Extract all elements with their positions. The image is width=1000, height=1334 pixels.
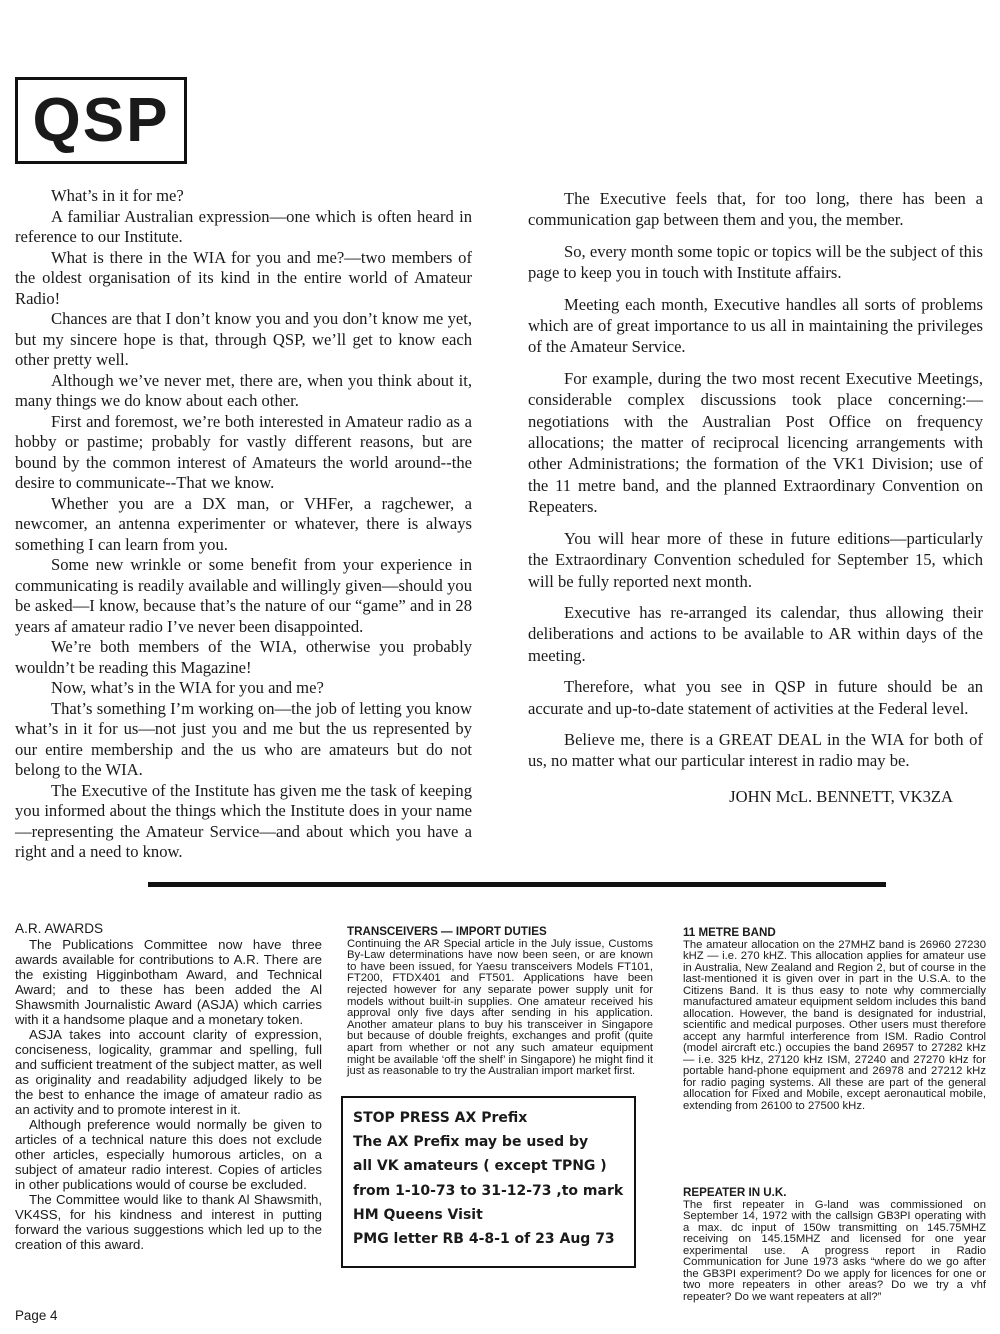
- repeater-heading: REPEATER IN U.K.: [683, 1186, 787, 1199]
- awards-paragraph: The Committee would like to thank Al Shawsmith, VK4SS, for his kindness and interest in putting forward the various suggestions which led up to the creation of this award.: [15, 1192, 322, 1252]
- article-paragraph: Chances are that I don’t know you and you don’t know me yet, but my sincere hope is that, through QSP, we’ll get to know each other pretty well.: [15, 309, 472, 369]
- article-paragraph: The Executive feels that, for too long, there has been a communication gap between them and you, the member.: [528, 189, 983, 230]
- eleven-metre-body: The amateur allocation on the 27MHZ band is 26960 27230 kHZ — i.e. 270 kHZ. This allocation applies for amateur use in Australia, New Zealand and Region 2, but of course in the last-mentioned it is given over in part in the U.S.A. to the Citizens Band. It is thus easy to note why commercially manufactured amateur equipment seldom includes this band allocation. However, the band is designated for industrial, scientific and medical purposes. Other users must therefore accept any harmful interference from ISM. Radio Control (model aircraft etc.) occupies the band 26957 to 27282 kHz — i.e. 325 kHz, 27120 kHz ISM, 27240 and 27270 kHz for portable hand-phone equipment and 26978 and 27212 kHz for radio paging systems. All these are part of the general allocation for Fixed and Mobile, except aeronautical mobile, extending from 26100 to 27500 kHz.: [683, 938, 986, 1112]
- transceivers-heading: TRANSCEIVERS — IMPORT DUTIES: [347, 925, 547, 938]
- repeater-body: The first repeater in G-land was commissioned on September 14, 1972 with the callsign GB3PI operating with a max. dc input of 150w transmitting on 145.75MHZ receiving on 145.15MHZ and licensed for one year experimental use. A progress report in Radio Communication for June 1973 asks “where do we go after the GB3PI experiment? Do we apply for licences for one or two more repeaters in other areas? Do we try a vhf repeater? Do we want repeaters at all?”: [683, 1198, 986, 1303]
- right-article-column: [528, 188, 983, 807]
- author-signature: JOHN McL. BENNETT, VK3ZA: [729, 786, 953, 806]
- left-article-column: [15, 186, 472, 863]
- page-number: Page 4: [15, 1308, 58, 1323]
- stop-press-line: HM Queens Visit: [353, 1206, 483, 1223]
- awards-paragraph: Although preference would normally be given to articles of a technical nature this does not exclude other articles, especially humorous articles, on a subject of amateur radio interest. Copies of articles in other publications would of course be excluded.: [15, 1117, 322, 1192]
- section-divider: [148, 882, 886, 887]
- stop-press-line: all VK amateurs ( except TPNG ): [353, 1158, 607, 1175]
- stop-press-box: [341, 1096, 636, 1268]
- transceivers-section: [347, 926, 653, 1078]
- article-paragraph: Whether you are a DX man, or VHFer, a ragchewer, a newcomer, an antenna experimenter or whatever, there is always something I can learn from you.: [15, 493, 472, 554]
- stop-press-line: PMG letter RB 4-8-1 of 23 Aug 73: [353, 1231, 615, 1248]
- page-title: QSP: [32, 85, 170, 155]
- awards-paragraph: ASJA takes into account clarity of expression, conciseness, logicality, grammar and spelling, full and sufficient treatment of the subject matter, as well as originality and readability adjudged likely to be the best to enhance the image of amateur radio as an activity and to promote interest in it.: [15, 1027, 322, 1117]
- stop-press-line: from 1-10-73 to 31-12-73 ,to mark: [353, 1182, 624, 1199]
- repeater-section: [683, 1187, 986, 1303]
- article-paragraph: So, every month some topic or topics will be the subject of this page to keep you in touch with Institute affairs.: [528, 241, 983, 283]
- article-paragraph: What’s in it for me?: [51, 186, 184, 205]
- eleven-metre-section: [683, 927, 986, 1112]
- article-paragraph: You will hear more of these in future editions—particularly the Extraordinary Convention scheduled for September 15, which will be fully reported next month.: [528, 528, 983, 591]
- article-paragraph: Believe me, there is a GREAT DEAL in the WIA for both of us, no matter what our particular interest in radio may be.: [528, 729, 983, 771]
- article-paragraph: Executive has re-arranged its calendar, thus allowing their deliberations and actions to be available to AR within days of the meeting.: [528, 602, 983, 665]
- article-paragraph: We’re both members of the WIA, otherwise you probably wouldn’t be reading this Magazine!: [15, 637, 472, 677]
- stop-press-line: STOP PRESS AX Prefix: [353, 1110, 528, 1126]
- article-paragraph: What is there in the WIA for you and me?—two members of the oldest organisation of its kind in the entire world of Amateur Radio!: [15, 247, 472, 308]
- awards-section: [15, 921, 322, 1252]
- article-paragraph: Therefore, what you see in QSP in future should be an accurate and up-to-date statement of activities at the Federal level.: [528, 677, 983, 718]
- article-paragraph: Some new wrinkle or some benefit from your experience in communicating is readily available and willingly given—should you be asked—I know, because that’s the nature of our “game” and in 28 years af amateur radio I’ve never been disappointed.: [15, 555, 472, 636]
- stop-press-line: The AX Prefix may be used by: [353, 1134, 589, 1151]
- transceivers-body: Continuing the AR Special article in the July issue, Customs By-Law determinations have now been seen, or are known to have been issued, for Yaesu transceivers Models FT101, FT200, FTDX401 and FT501. Applications have been rejected however for any separate power supply unit for models without built-in supplies. One amateur received his approval only five days after sending in his application. Another amateur plans to buy his transceiver in Singapore but because of double freights, exchanges and profit (quite apart from whether or not any such amateur equipment might be available ‘off the shelf’ in Singapore) he might find it just as reasonable to try the Australian import market first.: [347, 937, 653, 1078]
- article-paragraph: Now, what’s in the WIA for you and me?: [51, 678, 324, 697]
- article-paragraph: First and foremost, we’re both interested in Amateur radio as a hobby or pastime; probably for vastly different reasons, but are bound by the common interest of Amateurs the world around--the desire to communicate--That we know.: [15, 411, 472, 492]
- article-paragraph: That’s something I’m working on—the job of letting you know what’s in it for us—not just you and me but the us represented by our entire membership and the us who are amateurs but do not belong to the WIA.: [15, 698, 472, 779]
- article-paragraph: The Executive of the Institute has given me the task of keeping you informed about the things which the Institute does in your name—representing the Amateur Service—and about which you have a right and a need to know.: [15, 780, 472, 861]
- qsp-title-box: [15, 77, 187, 164]
- article-paragraph: A familiar Australian expression—one which is often heard in reference to our Institute.: [15, 206, 472, 246]
- article-paragraph: Although we’ve never met, there are, when you think about it, many things we do know about each other.: [15, 370, 472, 410]
- article-paragraph: Meeting each month, Executive handles all sorts of problems which are of great importance to us all in maintaining the privileges of the Amateur Service.: [528, 294, 983, 357]
- awards-paragraph: The Publications Committee now have three awards available for contributions to A.R. There are the existing Higginbotham Award, and Technical Award; and to these has been added the Al Shawsmith Journalistic Award (ASJA) which carries with it a handsome plaque and a monetary token.: [15, 937, 322, 1027]
- article-paragraph: For example, during the two most recent Executive Meetings, considerable complex discussions took place concerning:—negotiations with the Australian Post Office on frequency allocations; the matter of reciprocal licencing arrangements with other Administrations; the formation of the VK1 Division; use of the 11 metre band, and the planned Extraordinary Convention on Repeaters.: [528, 368, 983, 517]
- eleven-metre-heading: 11 METRE BAND: [683, 926, 776, 939]
- awards-heading: A.R. AWARDS: [15, 921, 104, 936]
